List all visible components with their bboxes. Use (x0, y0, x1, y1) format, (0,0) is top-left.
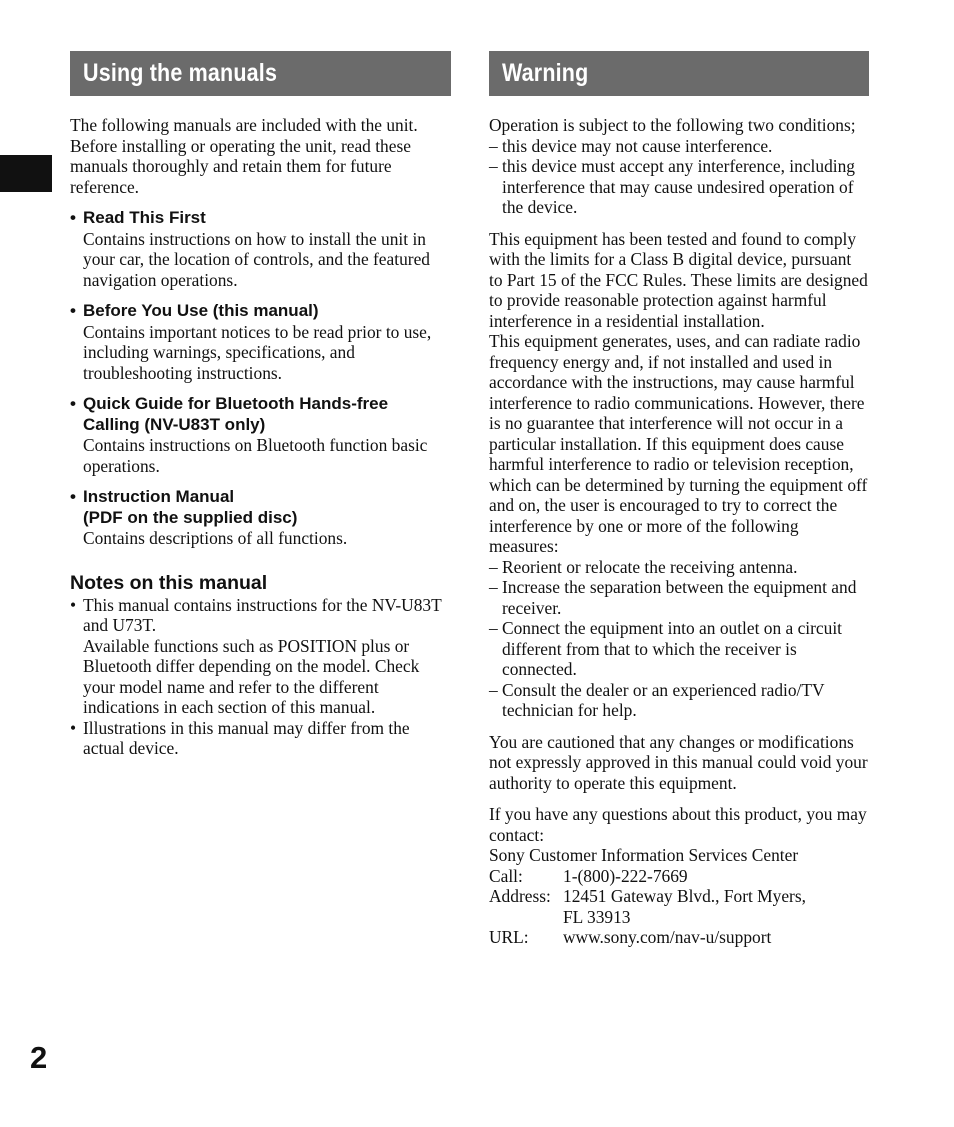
contact-label: Address: (489, 886, 551, 906)
dash-icon: – (489, 156, 498, 176)
notes-heading: Notes on this manual (70, 571, 268, 594)
fcc-paragraph: This equipment generates, uses, and can radiate radio frequency energy and, if not installed and used in accordance with the instructions, may cause harmful interference to radio communications. However, there is no guarantee that interference will not occur in a particular installation. If this equipment does cause harmful interference to radio or television reception, which can be determined by turning the equipment off and on, the user is encouraged to try to correct the interference by one or more of the following measures: (489, 331, 868, 556)
manual-title: (PDF on the supplied disc) (83, 507, 298, 527)
manual-title: Quick Guide for Bluetooth Hands-free (83, 394, 389, 413)
intro-paragraph: Before installing or operating the unit, read these manuals thoroughly and retain them for future reference. (70, 135, 411, 197)
questions-paragraph: If you have any questions about this product, you may contact: (489, 804, 867, 845)
list-item (489, 156, 869, 218)
section-title: Warning (502, 59, 589, 87)
section-title: Using the manuals (83, 59, 278, 87)
warning-intro: Operation is subject to the following two conditions; (489, 115, 856, 135)
page-number: 2 (30, 1040, 48, 1075)
list-item (70, 595, 451, 718)
condition-text: this device may not cause interference. (502, 135, 773, 156)
measure-text: Reorient or relocate the receiving antenna. (502, 556, 798, 577)
list-item (489, 680, 869, 721)
contact-value: FL 33913 (563, 906, 631, 927)
bullet-icon: • (70, 394, 76, 413)
contact-row (489, 866, 869, 887)
manual-title: Read This First (83, 208, 206, 227)
dash-icon: – (489, 556, 498, 577)
manual-description: Contains descriptions of all functions. (83, 528, 348, 548)
dash-icon: – (489, 679, 498, 700)
manual-description: Contains instructions on how to install the unit in your car, the location of controls, and the featured navigation operations. (83, 228, 430, 290)
condition-text: this device must accept any interference, including interference that may cause undesired operation of the device. (502, 156, 855, 217)
list-item (70, 208, 451, 290)
contact-row (489, 886, 869, 927)
list-item (489, 557, 869, 578)
contact-value: 1-(800)-222-7669 (563, 865, 688, 886)
dash-icon: – (489, 135, 498, 156)
manuals-list (70, 208, 451, 549)
dash-icon: – (489, 577, 498, 597)
bullet-icon: • (70, 487, 76, 506)
notes-list (70, 595, 451, 759)
list-item (70, 487, 451, 549)
section-tab-marker (0, 155, 52, 192)
list-item (489, 618, 869, 680)
measure-text: Increase the separation between the equipment and receiver. (502, 577, 857, 618)
warning-column (489, 51, 869, 948)
note-text: Available functions such as POSITION plus or Bluetooth differ depending on the model. Check your model name and refer to the different indications in each section of this manual. (83, 635, 420, 717)
section-title-banner (489, 51, 869, 96)
caution-paragraph: You are cautioned that any changes or modifications not expressly approved in this manual could void your authority to operate this equipment. (489, 731, 868, 793)
measure-text: Connect the equipment into an outlet on a circuit different from that to which the receiver is connected. (502, 618, 842, 679)
contact-url: www.sony.com/nav-u/support (563, 927, 772, 947)
contact-label: URL: (489, 927, 529, 947)
measure-text: Consult the dealer or an experienced radio/TV technician for help. (502, 679, 825, 720)
intro-paragraph: The following manuals are included with the unit. (70, 115, 418, 135)
list-item (489, 577, 869, 618)
manual-title: Calling (NV-U83T only) (83, 414, 266, 434)
dash-icon: – (489, 618, 498, 638)
contact-label: Call: (489, 865, 523, 886)
manual-title: Before You Use (this manual) (83, 301, 319, 320)
bullet-icon: • (70, 208, 76, 227)
contact-value: 12451 Gateway Blvd., Fort Myers, (563, 886, 806, 906)
contact-row (489, 927, 869, 948)
manual-description: Contains instructions on Bluetooth function basic operations. (83, 435, 428, 476)
manual-description: Contains important notices to be read prior to use, including warnings, specifications, and troubleshooting instructions. (83, 321, 432, 383)
manual-title: Instruction Manual (83, 487, 235, 506)
list-item (70, 394, 451, 476)
bullet-icon: • (70, 301, 76, 320)
list-item (489, 136, 869, 157)
bullet-icon: • (70, 717, 77, 738)
fcc-paragraph: This equipment has been tested and found to comply with the limits for a Class B digital device, pursuant to Part 15 of the FCC Rules. These limits are designed to provide reasonable protection against harmful interference in a residential installation. (489, 228, 868, 331)
contact-organization: Sony Customer Information Services Center (489, 845, 799, 865)
bullet-icon: • (70, 594, 77, 615)
using-the-manuals-column (70, 51, 451, 759)
note-text: This manual contains instructions for the NV-U83T and U73T. (83, 594, 442, 635)
list-item (70, 718, 451, 759)
section-title-banner (70, 51, 451, 96)
list-item (70, 301, 451, 383)
note-text: Illustrations in this manual may differ from the actual device. (83, 717, 410, 758)
